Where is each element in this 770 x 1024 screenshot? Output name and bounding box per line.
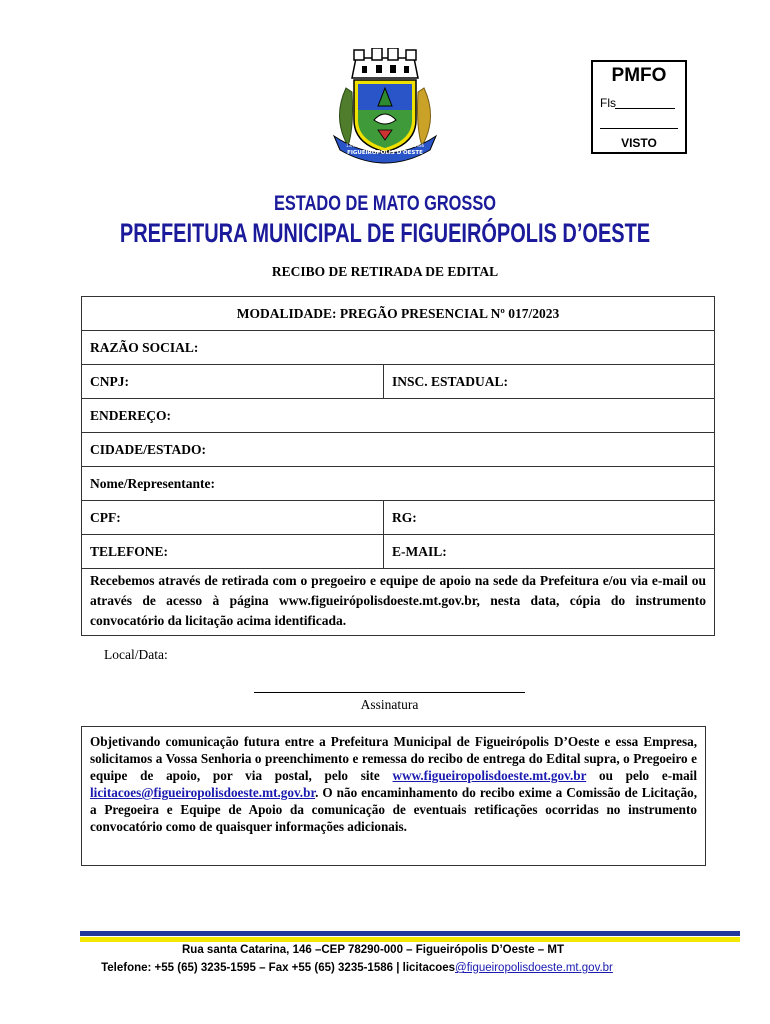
stamp-title: PMFO (611, 65, 667, 86)
mural-crown (352, 48, 418, 78)
stamp-visto-label: VISTO (621, 136, 657, 150)
footer-email-link[interactable]: @figueiropolisdoeste.mt.gov.br (455, 962, 613, 974)
form-row-telefone (82, 535, 715, 569)
razao-social-field[interactable]: RAZÃO SOCIAL: (82, 331, 715, 365)
form-row-cpf (82, 501, 715, 535)
city-hall-title: PREFEITURA MUNICIPAL DE FIGUEIRÓPOLIS D’OESTE (119, 218, 651, 248)
footer-yellow-bar (80, 937, 740, 942)
receipt-statement: Recebemos através de retirada com o pregoeiro e equipe de apoio na sede da Prefeitura e/ou via e-mail ou através de acesso à página www.figueirópolisdoeste.mt.gov.br, nesta data, cópia do instrumento convocatório da licitação acima identificada. (82, 569, 715, 636)
notice-text-2: ou pelo e-mail (586, 768, 697, 783)
email-link[interactable]: licitacoes@figueiropolisdoeste.mt.gov.br (90, 785, 316, 800)
footer-contact (0, 962, 742, 974)
stamp-blank-line (600, 128, 678, 129)
notice-box (81, 726, 706, 866)
cpf-field[interactable]: CPF: (82, 501, 384, 535)
notice-text-3: . O não encaminhamento do recibo exime a Comissão de Licitação, a Pregoeira e Equipe de Apoio da comunicação de eventuais retificações ocorridas no instrumento convocatório como de quaisquer informações adicionais. (90, 785, 697, 834)
signature-line (254, 692, 525, 693)
state-title: ESTADO DE MATO GROSSO (273, 192, 497, 215)
site-link[interactable]: www.figueiropolisdoeste.mt.gov.br (392, 768, 587, 783)
cidade-estado-field[interactable]: CIDADE/ESTADO: (82, 433, 715, 467)
email-field[interactable]: E-MAIL: (384, 535, 715, 569)
edital-form-table (81, 296, 715, 636)
cnpj-field[interactable]: CNPJ: (82, 365, 384, 399)
municipal-coat-of-arms (326, 48, 444, 168)
modality-cell: MODALIDADE: PREGÃO PRESENCIAL Nº 017/2023 (82, 297, 715, 331)
telefone-field[interactable]: TELEFONE: (82, 535, 384, 569)
crest-shield (354, 80, 416, 152)
local-data-label: Local/Data: (104, 647, 168, 662)
endereco-field[interactable]: ENDEREÇO: (82, 399, 715, 433)
form-row-representante (82, 467, 715, 501)
form-row-cnpj (82, 365, 715, 399)
pmfo-stamp-box (591, 60, 687, 154)
form-row-cidade (82, 433, 715, 467)
footer-blue-bar (80, 931, 740, 936)
crest-ribbon-text: FIGUEIRÓPOLIS D'OESTE (347, 150, 423, 156)
rg-field[interactable]: RG: (384, 501, 715, 535)
signature-label: Assinatura (360, 697, 419, 712)
insc-estadual-field[interactable]: INSC. ESTADUAL: (384, 365, 715, 399)
stamp-fls-label: Fls (600, 96, 616, 110)
crest-date-left: 13/05 (346, 143, 358, 148)
crest-date-right: 1986 (414, 143, 425, 148)
stamp-fls-line (615, 108, 675, 109)
footer-contact-text: Telefone: +55 (65) 3235-1595 – Fax +55 (65) 3235-1586 | licitacoes (101, 962, 456, 974)
form-row-statement (82, 569, 715, 636)
footer-address: Rua santa Catarina, 146 –CEP 78290-000 – Figueirópolis D’Oeste – MT (182, 944, 564, 956)
form-row-modality (82, 297, 715, 331)
notice-text-1: Objetivando comunicação futura entre a Prefeitura Municipal de Figueirópolis D’Oeste e essa Empresa, solicitamos a Vossa Senhoria o preenchimento e remessa do recibo de entrega do Edital supra, o Pregoeiro e equipe de apoio, por via postal, pelo site (90, 734, 697, 783)
nome-representante-field[interactable]: Nome/Representante: (82, 467, 715, 501)
form-row-endereco (82, 399, 715, 433)
receipt-title: RECIBO DE RETIRADA DE EDITAL (271, 264, 499, 279)
form-row-razao-social (82, 331, 715, 365)
